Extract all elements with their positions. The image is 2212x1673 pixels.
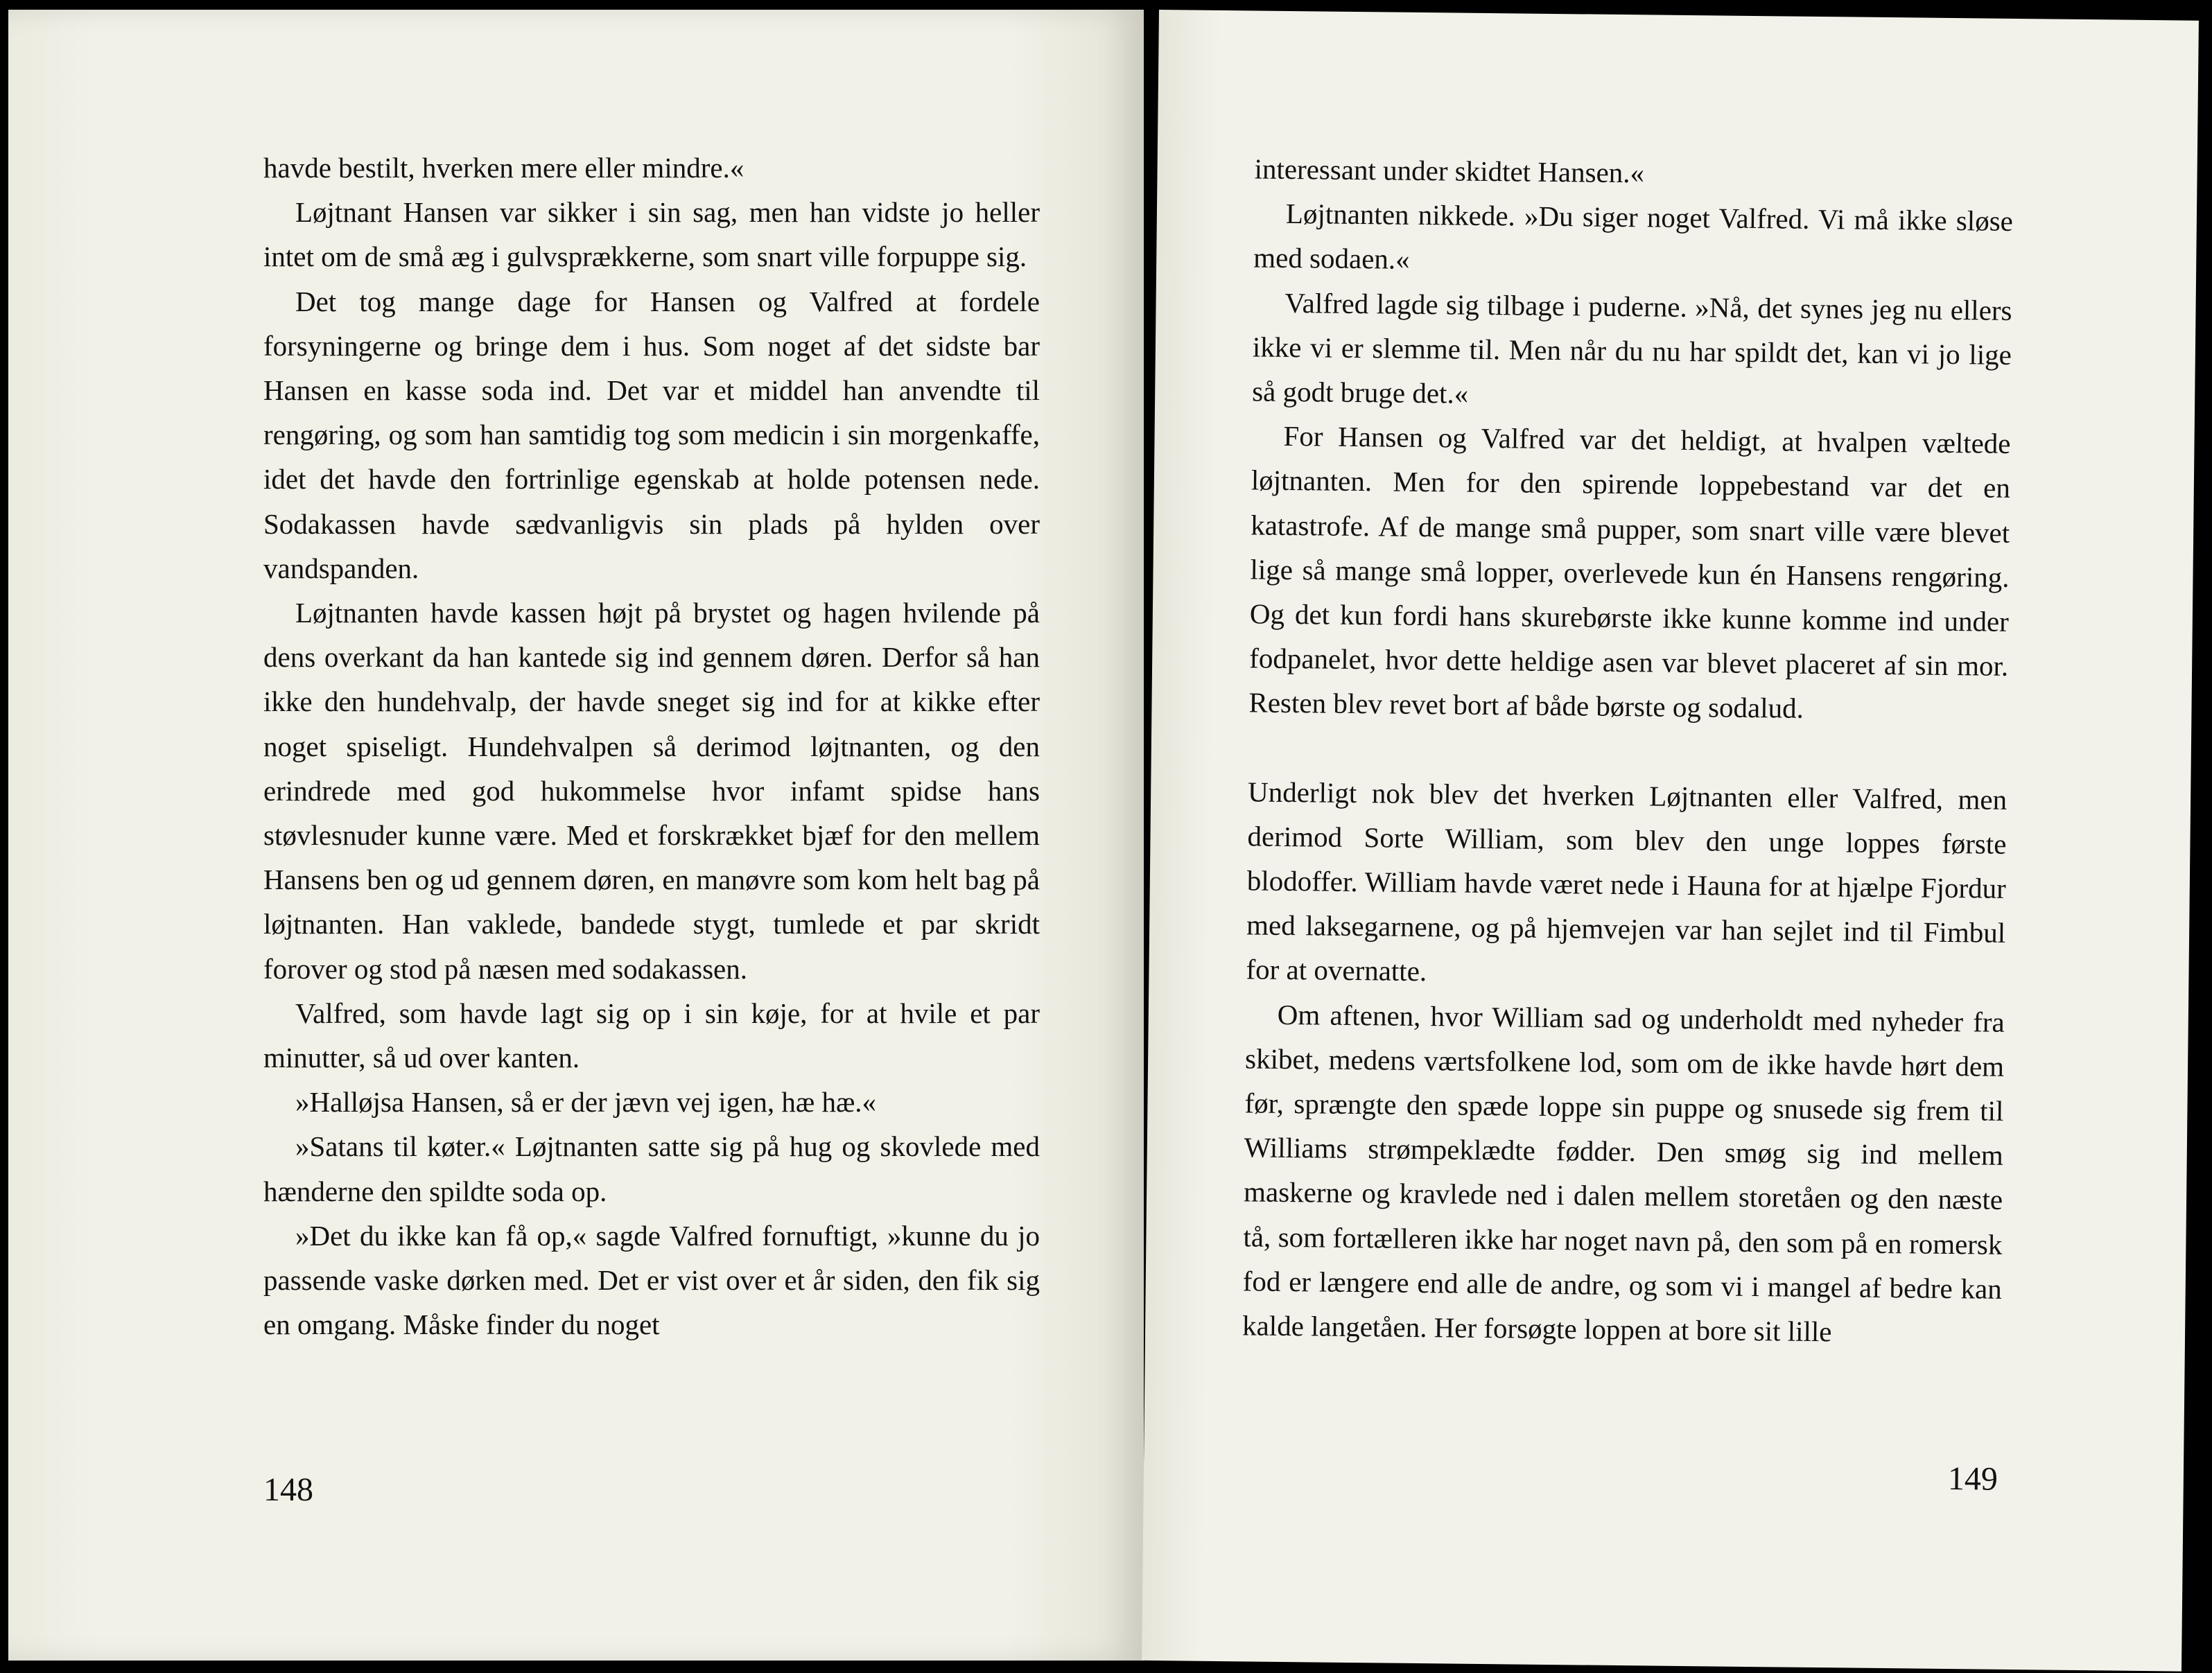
right-page	[1142, 10, 2199, 1672]
page-number: 149	[1947, 1460, 1998, 1498]
paragraph: Underligt nok blev det hverken Løjtnanten eller Valfred, men derimod Sorte William, som blev den unge loppes første blodoffer. William havde været nede i Hauna for at hjælpe Fjordur med laksegarnene, og på hjemvejen var han sejlet ind til Fimbul for at overnatte.	[1246, 776, 2008, 988]
paragraph: »Satans til køter.« Løjtnanten satte sig på hug og skovlede med hænderne den spildte soda op.	[263, 1130, 1040, 1207]
page-number: 148	[263, 1471, 313, 1508]
paragraph: Løjtnanten nikkede. »Du siger noget Valfred. Vi må ikke sløse med sodaen.«	[1253, 198, 2014, 276]
paragraph: Det tog mange dage for Hansen og Valfred at fordele forsyningerne og bringe dem i hus. Som noget af det sidste bar Hansen en kasse soda ind. Det var et middel han anvendte til rengøring, og som han samtidig tog som medicin i sin morgenkaffe, idet det havde den fortrinlige egenskab at holde potensen nede. Sodakassen havde sædvanligvis sin plads på hylden over vandspanden.	[263, 285, 1040, 584]
paragraph: For Hansen og Valfred var det heldigt, at hvalpen væltede løjtnanten. Men for den spirende loppebestand var det en katastrofe. Af de mange små pupper, som snart ville være blevet lige så mange små lopper, overlevede kun én Hansens rengøring. Og det kun fordi hans skurebørste ikke kunne komme ind under fodpanelet, hvor dette heldige asen var blevet placeret af sin mor. Resten blev revet bort af både børste og sodalud.	[1248, 420, 2011, 725]
paragraph: »Det du ikke kan få op,« sagde Valfred fornuftigt, »kunne du jo passende vaske dørken med. Det er vist over et år siden, den fik sig en omgang. Måske finder du noget	[263, 1219, 1040, 1341]
paragraph: havde bestilt, hverken mere eller mindre.«	[263, 152, 744, 184]
paragraph: Om aftenen, hvor William sad og underholdt med nyheder fra skibet, medens værtsfolkene lod, som om de ikke havde hørt dem før, sprængte den spæde loppe sin puppe og snusede sig frem til Williams strømpeklædte fødder. Den smøg sig ind mellem maskerne og kravlede ned i dalen mellem storetåen og den næste tå, som fortælleren ikke har noget navn på, den som på en romersk fod er længere end alle de andre, og som vi i mangel af bedre kan kalde langetåen. Her forsøgte loppen at bore sit lille	[1242, 998, 2005, 1348]
paragraph: interessant under skidtet Hansen.«	[1254, 152, 1645, 189]
paragraph: Valfred, som havde lagt sig op i sin køje, for at hvile et par minutter, så ud over kanten.	[263, 997, 1040, 1074]
paragraph: Valfred lagde sig tilbage i puderne. »Nå, det synes jeg nu ellers ikke vi er slemme til. Men når du nu har spildt det, kan vi jo lige så godt bruge det.«	[1252, 286, 2012, 410]
left-page-text	[263, 146, 1040, 1347]
paragraph: »Halløjsa Hansen, så er der jævn vej igen, hæ hæ.«	[295, 1086, 877, 1119]
right-page-text	[1242, 146, 2014, 1356]
paragraph: Løjtnant Hansen var sikker i sin sag, men han vidste jo heller intet om de små æg i gulvsprækkerne, som snart ville forpuppe sig.	[263, 196, 1040, 273]
paragraph: Løjtnanten havde kassen højt på brystet og hagen hvilende på dens overkant da han kantede sig ind gennem døren. Derfor så han ikke den hundehvalp, der havde sneget sig ind for at kikke efter noget spiseligt. Hundehvalpen så derimod løjtnanten, og den erindrede med god hukommelse hvor infamt spidse hans støvlesnuder kunne være. Med et forskrækket bjæf for den mellem Hansens ben og ud gennem døren, en manøvre som kom helt bag på løjtnanten. Han vaklede, bandede stygt, tumlede et par skridt forover og stod på næsen med sodakassen.	[263, 597, 1040, 985]
left-page	[8, 10, 1144, 1661]
